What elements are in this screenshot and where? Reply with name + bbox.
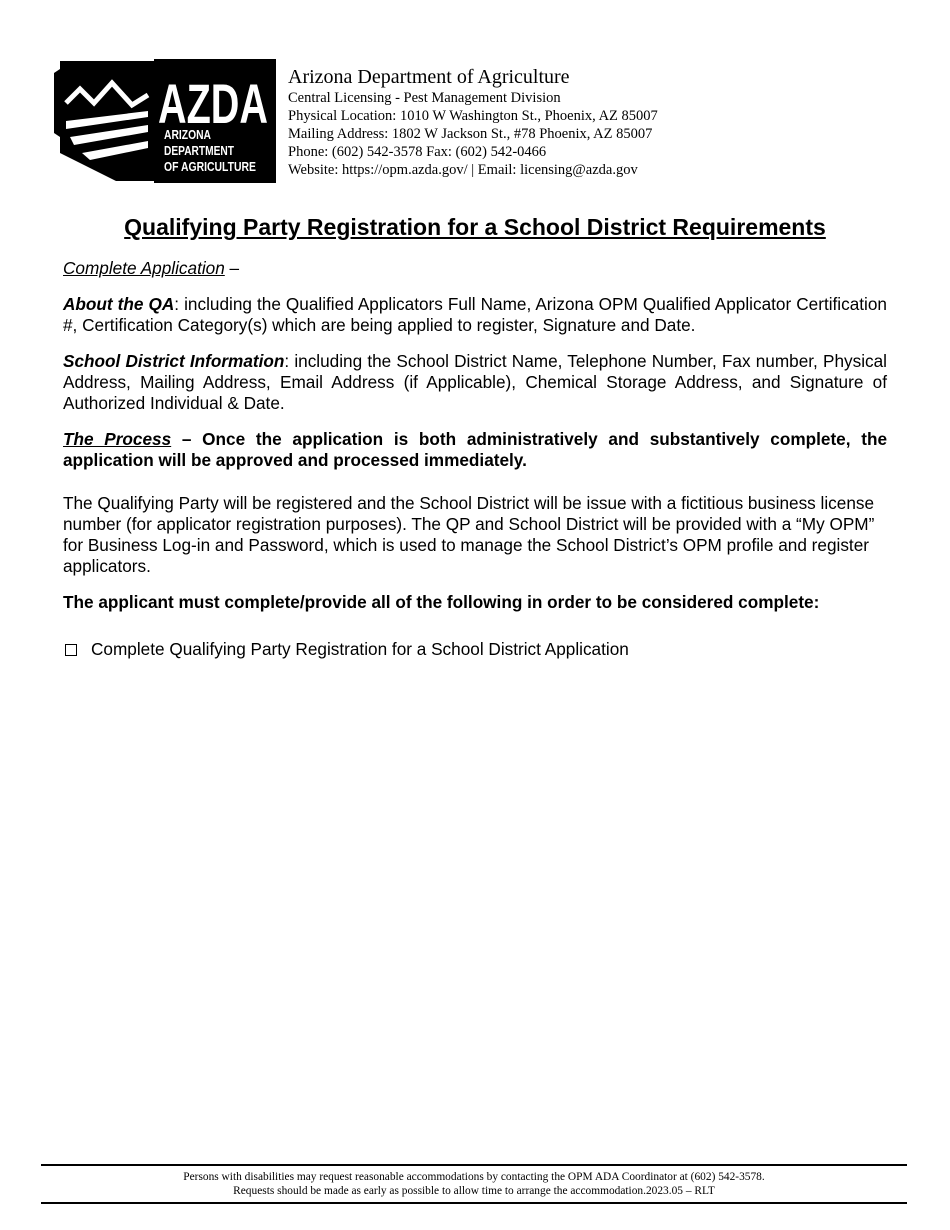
contact-block <box>288 65 658 179</box>
school-district-text: : including the School District Name, Telephone Number, Fax number, Physical Address, Mailing Address, Email Address (if Applicable), Chemical Storage Address, and Signature of Authorized Individual & Date. <box>63 351 887 413</box>
phone-fax: Phone: (602) 542-3578 Fax: (602) 542-0466 <box>288 144 547 160</box>
about-qa-text: : including the Qualified Applicators Full Name, Arizona OPM Qualified Applicator Certification #, Certification Category(s) which are being applied to register, Signature and Date. <box>63 294 887 335</box>
division-line: Central Licensing - Pest Management Division <box>288 90 561 106</box>
footer-line-2: Requests should be made as early as possible to allow time to arrange the accommodation.2023.05 – RLT <box>233 1185 715 1197</box>
letterhead <box>54 59 754 184</box>
school-district-label: School District Information <box>63 351 285 371</box>
mailing-address: Mailing Address: 1802 W Jackson St., #78 Phoenix, AZ 85007 <box>288 126 653 142</box>
must-complete-para: The applicant must complete/provide all of the following in order to be considered complete: <box>63 592 820 612</box>
complete-application-label: Complete Application <box>63 258 225 278</box>
footer-notice <box>41 1164 907 1204</box>
checklist-item-label: Complete Qualifying Party Registration for a School District Application <box>91 639 629 659</box>
logo-line-1: ARIZONA <box>164 127 212 142</box>
logo-wordmark: AZDA <box>158 72 268 135</box>
process-text: – Once the application is both administratively and substantively complete, the application will be approved and processed immediately. <box>63 429 887 470</box>
logo-line-3: OF AGRICULTURE <box>164 159 257 174</box>
department-name: Arizona Department of Agriculture <box>288 66 570 88</box>
qp-registration-para: The Qualifying Party will be registered and the School District will be issue with a fictitious business license number (for applicator registration purposes). The QP and School District will be provided with a “My OPM” for Business Log-in and Password, which is used to manage the School District’s OPM profile and register applicators. <box>63 493 875 576</box>
azda-logo <box>54 59 276 183</box>
complete-application-para <box>63 258 887 279</box>
checkbox-icon[interactable] <box>65 644 77 656</box>
logo-line-2: DEPARTMENT <box>164 143 235 158</box>
about-qa-label: About the QA <box>63 294 175 314</box>
process-label: The Process <box>63 429 172 449</box>
requirements-body <box>63 258 887 660</box>
checklist-item[interactable] <box>63 639 887 660</box>
school-district-para <box>63 351 887 414</box>
footer-line-1: Persons with disabilities may request reasonable accommodations by contacting the OPM ADA Coordinator at (602) 542-3578. <box>183 1171 765 1183</box>
about-qa-para <box>63 294 887 336</box>
page-title: Qualifying Party Registration for a School District Requirements <box>124 214 826 240</box>
website-email: Website: https://opm.azda.gov/ | Email: licensing@azda.gov <box>288 162 638 178</box>
complete-application-dash: – <box>224 258 240 278</box>
process-para <box>63 429 887 471</box>
physical-location: Physical Location: 1010 W Washington St., Phoenix, AZ 85007 <box>288 108 658 124</box>
